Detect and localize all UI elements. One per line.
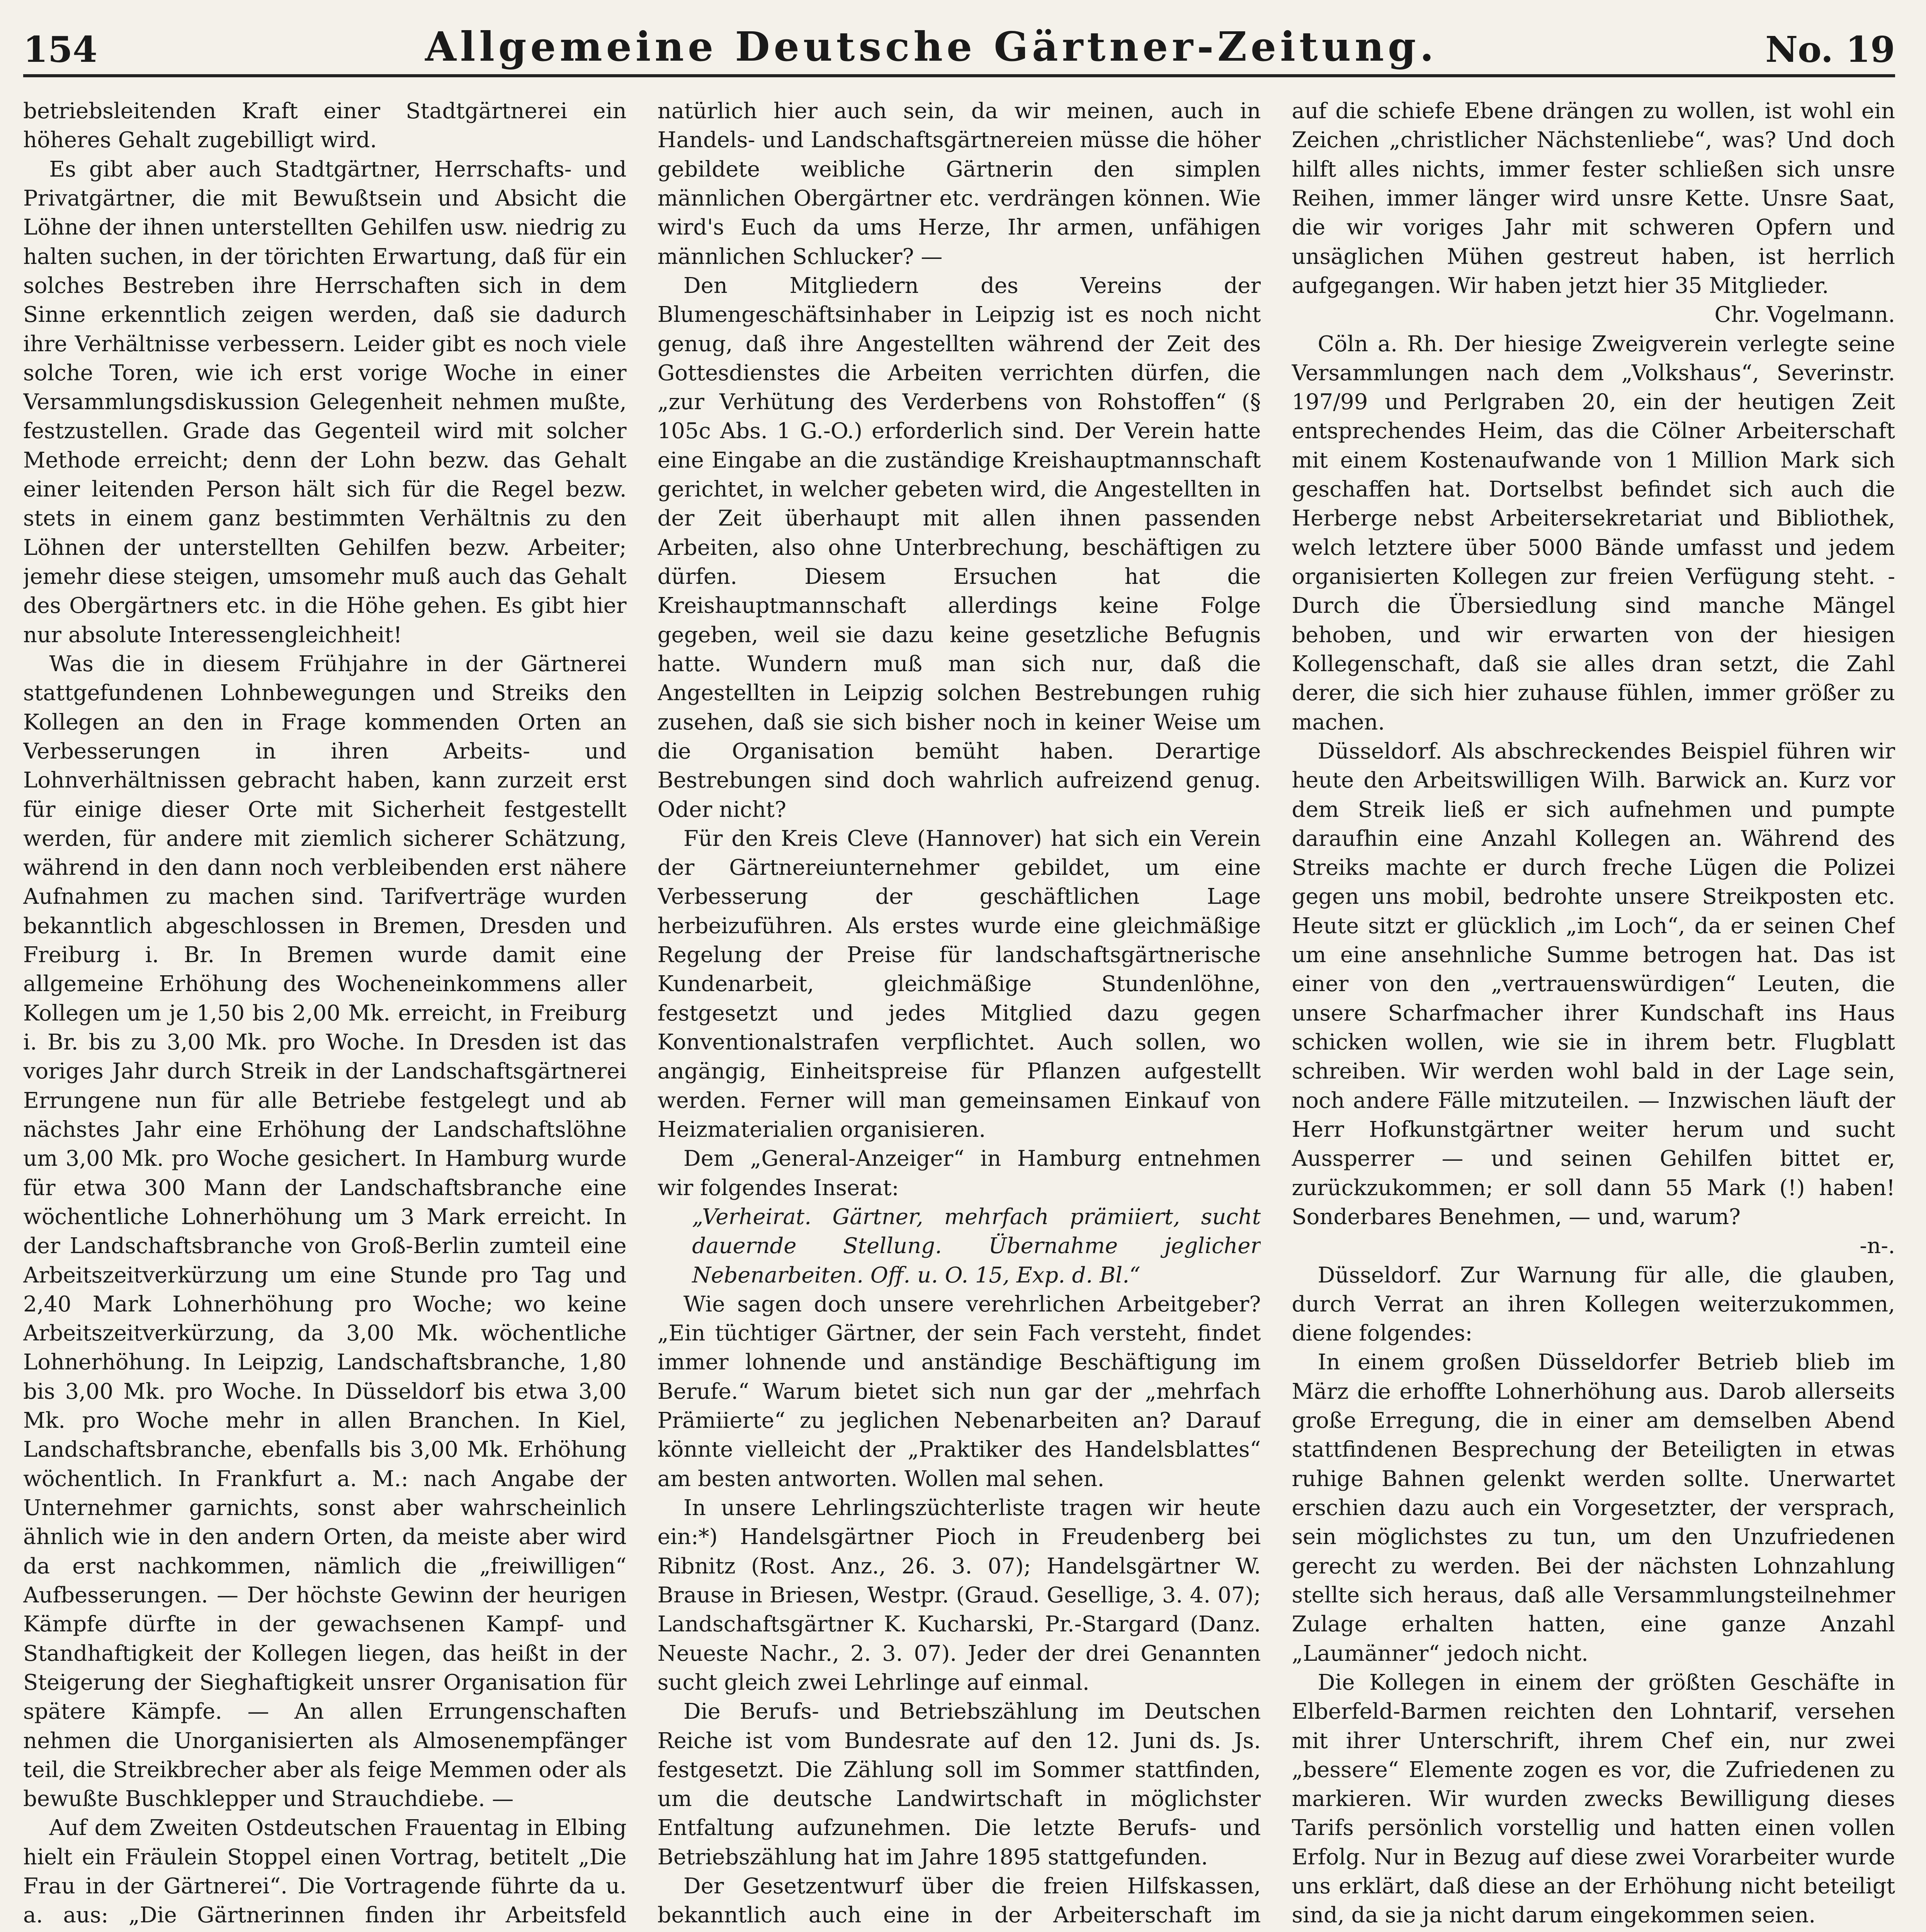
signature: Chr. Vogelmann. [1714, 302, 1895, 328]
paragraph: Wie sagen doch unsere verehrlichen Arbeitgeber? „Ein tüchtiger Gärtner, der sein Fach versteht, findet immer lohnende und anständige Beschäftigung im Berufe.“ Warum bietet sich nun gar der „mehrfach Prämiierte“ zu jeglichen Nebenarbeiten an? Darauf könnte vielleicht der „Praktiker des Handelsblattes“ am besten antworten. Wollen mal sehen. [657, 1291, 1261, 1492]
issue-number: No. 19 [1765, 29, 1895, 70]
paragraph: Die Kollegen in einem der größten Geschäfte in Elberfeld-Barmen reichten den Lohntarif, versehen mit ihrer Unterschrift, ihrem Chef ein, nur zwei „bessere“ Elemente zogen es vor, die Zufriedenen zu markieren. Wir wurden zwecks Bewilligung dieses Tarifs persönlich vorstellig und hatten einen vollen Erfolg. Nur in Bezug auf diese zwei Vorarbeiter wurde uns erklärt, daß diese an der Erhöhung nicht beteiligt sind, da sie ja nicht darum eingekommen seien. [1292, 1670, 1895, 1928]
paragraph: auf die schiefe Ebene drängen zu wollen, ist wohl ein Zeichen „christlicher Nächstenliebe“, was? Und doch hilft alles nichts, immer fester schließen sich unsre Reihen, immer länger wird unsre Kette. Unsre Saat, die wir voriges Jahr mit schweren Opfern und unsäglichen Mühen gestreut haben, ist herrlich aufgegangen. Wir haben jetzt hier 35 Mitglieder. [1292, 99, 1895, 298]
column-2 [658, 97, 1261, 1932]
quoted-advertisement: „Verheirat. Gärtner, mehrfach prämiiert, sucht dauernde Stellung. Übernahme jeglicher Nebenarbeiten. Off. u. O. 15, Exp. d. Bl.“ [692, 1204, 1261, 1288]
page-header [23, 15, 1895, 77]
signature: -n-. [1860, 1233, 1895, 1259]
newspaper-title: Allgemeine Deutsche Gärtner-Zeitung. [425, 23, 1438, 70]
paragraph: natürlich hier auch sein, da wir meinen, auch in Handels- und Landschaftsgärtnereien müsse die höher gebildete weibliche Gärtnerin den simplen männlichen Obergärtner etc. verdrängen können. Wie wird's Euch da ums Herze, Ihr armen, unfähigen männlichen Schlucker? — [657, 99, 1261, 269]
paragraph: Cöln a. Rh. Der hiesige Zweigverein verlegte seine Versammlungen nach dem „Volkshaus“, Severinstr. 197/99 und Perlgraben 20, ein der heutigen Zeit entsprechendes Heim, das die Cölner Arbeiterschaft mit einem Kostenaufwande von 1 Million Mark sich geschaffen hat. Dortselbst befindet sich auch die Herberge nebst Arbeitersekretariat und Bibliothek, welch letztere über 5000 Bände umfasst und jedem organisierten Kollegen zur freien Verfügung steht. - Durch die Übersiedlung sind manche Mängel behoben, und wir erwarten von der hiesigen Kollegenschaft, daß sie alles dran setzt, die Zahl derer, die sich hier zuhause fühlen, immer größer zu machen. [1292, 331, 1895, 735]
paragraph [1292, 1930, 1895, 1932]
paragraph: Für den Kreis Cleve (Hannover) hat sich ein Verein der Gärtnereiunternehmer gebildet, um eine Verbesserung der geschäftlichen Lage herbeizuführen. Als erstes wurde eine gleichmäßige Regelung der Preise für landschaftsgärtnerische Kundenarbeit, gleichmäßige Stundenlöhne, festgesetzt und jedes Mitglied dazu gegen Konventionalstrafen verpflichtet. Auch sollen, wo angängig, Einheitspreise für Pflanzen aufgestellt werden. Ferner will man gemeinsamen Einkauf von Heizmaterialien organisieren. [657, 826, 1261, 1142]
paragraph: Es gibt aber auch Stadtgärtner, Herrschafts- und Privatgärtner, die mit Bewußtsein und Absicht die Löhne der ihnen unterstellten Gehilfen usw. niedrig zu halten suchen, in der törichten Erwartung, daß für ein solches Bestreben ihre Herrschaften sich in dem Sinne erkenntlich zeigen werden, daß sie dadurch ihre Verhältnisse verbessern. Leider gibt es noch viele solche Toren, wie ich erst vorige Woche in einer Versammlungsdiskussion Gelegenheit nehmen mußte, festzustellen. Grade das Gegenteil wird mit solcher Methode erreicht; denn der Lohn bezw. das Gehalt einer leitenden Person hält sich für die Regel bezw. stets in einem ganz bestimmten Verhältnis zu den Löhnen der unterstellten Gehilfen bezw. Arbeiter; jemehr diese steigen, umsomehr muß auch das Gehalt des Obergärtners etc. in die Höhe gehen. Es gibt hier nur absolute Interessengleichheit! [23, 156, 627, 648]
paragraph: In unsere Lehrlingszüchterliste tragen wir heute ein:*) Handelsgärtner Pioch in Freudenberg bei Ribnitz (Rost. Anz., 26. 3. 07); Handelsgärtner W. Brause in Briesen, Westpr. (Graud. Gesellige, 3. 4. 07); Landschaftsgärtner K. Kucharski, Pr.-Stargard (Danz. Neueste Nachr., 2. 3. 07). Jeder der drei Genannten sucht gleich zwei Lehrlinge auf einmal. [657, 1495, 1261, 1695]
paragraph: Was die in diesem Frühjahre in der Gärtnerei stattgefundenen Lohnbewegungen und Streiks den Kollegen an den in Frage kommenden Orten an Verbesserungen in ihren Arbeits- und Lohnverhältnissen gebracht haben, kann zurzeit erst für einige dieser Orte mit Sicherheit festgestellt werden, für andere mit ziemlich sicherer Schätzung, während in den dann noch verbleibenden erst nähere Aufnahmen zu machen sind. Tarifverträge wurden bekanntlich abgeschlossen in Bremen, Dresden und Freiburg i. Br. In Bremen wurde damit eine allgemeine Erhöhung des Wocheneinkommens aller Kollegen um je 1,50 bis 2,00 Mk. erreicht, in Freiburg i. Br. bis zu 3,00 Mk. pro Woche. In Dresden ist das voriges Jahr durch Streik in der Landschaftsgärtnerei Errungene nun für alle Betriebe festgelegt und ab nächstes Jahr eine Erhöhung der Landschaftslöhne um 3,00 Mk. pro Woche gesichert. In Hamburg wurde für etwa 300 Mann der Landschaftsbranche eine wöchentliche Lohnerhöhung um 3 Mark erreicht. In der Landschaftsbranche von Groß-Berlin zumteil eine Arbeitszeitverkürzung um eine Stunde pro Tag und 2,40 Mark Lohnerhöhung pro Woche; wo keine Arbeitszeitverkürzung, da 3,00 Mk. wöchentliche Lohnerhöhung. In Leipzig, Landschaftsbranche, 1,80 bis 3,00 Mk. pro Woche. In Düsseldorf bis etwa 3,00 Mk. pro Woche mehr in allen Branchen. In Kiel, Landschaftsbranche, ebenfalls bis 3,00 Mk. Erhöhung wöchentlich. In Frankfurt a. M.: nach Angabe der Unternehmer garnichts, sonst aber wahrscheinlich ähnlich wie in den andern Orten, da meiste aber wird da erst nachkommen, nämlich die „freiwilligen“ Aufbesserungen. — Der höchste Gewinn der heurigen Kämpfe dürfte in der gewachsenen Kampf- und Standhaftigkeit der Kollegen liegen, das heißt in der Steigerung der Sieghaftigkeit unsrer Organisation für spätere Kämpfe. — An allen Errungenschaften nehmen die Unorganisierten als Almosenempfänger teil, die Streikbrecher aber als feige Memmen oder als bewußte Buschklepper und Strauchdiebe. — [23, 651, 627, 1812]
paragraph: Auf dem Zweiten Ostdeutschen Frauentag in Elbing hielt ein Fräulein Stoppel einen Vortrag, betitelt „Die Frau in der Gärtnerei“. Die Vortragende führte da u. a. aus: „Die Gärtnerinnen finden ihr Arbeitsfeld [23, 1815, 627, 1928]
column-3 [1292, 97, 1895, 1932]
page-number: 154 [23, 29, 98, 70]
paragraph: Die Berufs- und Betriebszählung im Deutschen Reiche ist vom Bundesrate auf den 12. Juni ds. Js. festgesetzt. Die Zählung soll im Sommer stattfinden, um die deutsche Landwirtschaft in möglichster Entfaltung aufzunehmen. Die letzte Berufs- und Betriebszählung hat im Jahre 1895 stattgefunden. [657, 1699, 1261, 1870]
paragraph: Dem „General-Anzeiger“ in Hamburg entnehmen wir folgendes Inserat: [657, 1146, 1261, 1201]
column-1 [23, 97, 627, 1932]
paragraph: Düsseldorf. Zur Warnung für alle, die glauben, durch Verrat an ihren Kollegen weiterzukommen, diene folgendes: [1292, 1262, 1895, 1346]
paragraph: Der Gesetzentwurf über die freien Hilfskassen, bekanntlich auch eine in der Arbeiterschaft im [657, 1874, 1261, 1928]
paragraph: Düsseldorf. Als abschreckendes Beispiel führen wir heute den Arbeitswilligen Wilh. Barwick an. Kurz vor dem Streik ließ er sich aufnehmen und pumpte daraufhin eine Anzahl Kollegen an. Während des Streiks machte er durch freche Lügen die Polizei gegen uns mobil, bedrohte unsere Streikposten etc. Heute sitzt er glücklich „im Loch“, da er seinen Chef um eine ansehnliche Summe betrogen hat. Das ist einer von den „vertrauenswürdigen“ Leuten, die unsere Scharfmacher ihrer Kundschaft ins Haus schicken wollen, wie sie in ihrem betr. Flugblatt schreiben. Wir werden wohl bald in der Lage sein, noch andere Fälle mitzuteilen. — Inzwischen läuft der Herr Hofkunstgärtner weiter herum und sucht Aussperrer — und seinen Gehilfen bittet er, zurückzukommen; er soll dann 55 Mark (!) haben! Sonderbares Benehmen, — und, warum? [1292, 738, 1895, 1230]
paragraph: Den Mitgliedern des Vereins der Blumengeschäftsinhaber in Leipzig ist es noch nicht genug, daß ihre Angestellten während der Zeit des Gottesdienstes die Arbeiten verrichten dürfen, die „zur Verhütung des Verderbens von Rohstoffen“ (§ 105c Abs. 1 G.-O.) erforderlich sind. Der Verein hatte eine Eingabe an die zuständige Kreishauptmannschaft gerichtet, in welcher gebeten wird, die Angestellten in der Zeit überhaupt mit allen ihnen passenden Arbeiten, also ohne Unterbrechung, beschäftigen zu dürfen. Diesem Ersuchen hat die Kreishauptmannschaft allerdings keine Folge gegeben, weil sie dazu keine gesetzliche Befugnis hatte. Wundern muß man sich nur, daß die Angestellten in Leipzig solchen Bestrebungen ruhig zusehen, daß sie sich bisher noch in keiner Weise um die Organisation bemüht haben. Derartige Bestrebungen sind doch wahrlich aufreizend genug. Oder nicht? [657, 273, 1261, 822]
paragraph: betriebsleitenden Kraft einer Stadtgärtnerei ein höheres Gehalt zugebilligt wird. [23, 99, 627, 153]
text-columns [23, 97, 1895, 1932]
paragraph: In einem großen Düsseldorfer Betrieb blieb im März die erhoffte Lohnerhöhung aus. Darob allerseits große Erregung, die in einer am demselben Abend stattfindenen Besprechung der Beteiligten in etwas ruhige Bahnen gelenkt werden sollte. Unerwartet erschien dazu auch ein Vorgesetzter, der versprach, sein möglichstes zu tun, um den Unzufriedenen gerecht zu werden. Bei der nächsten Lohnzahlung stellte sich heraus, daß alle Versammlungsteilnehmer Zulage erhalten hatten, eine ganze Anzahl „Laumänner“ jedoch nicht. [1292, 1350, 1895, 1666]
